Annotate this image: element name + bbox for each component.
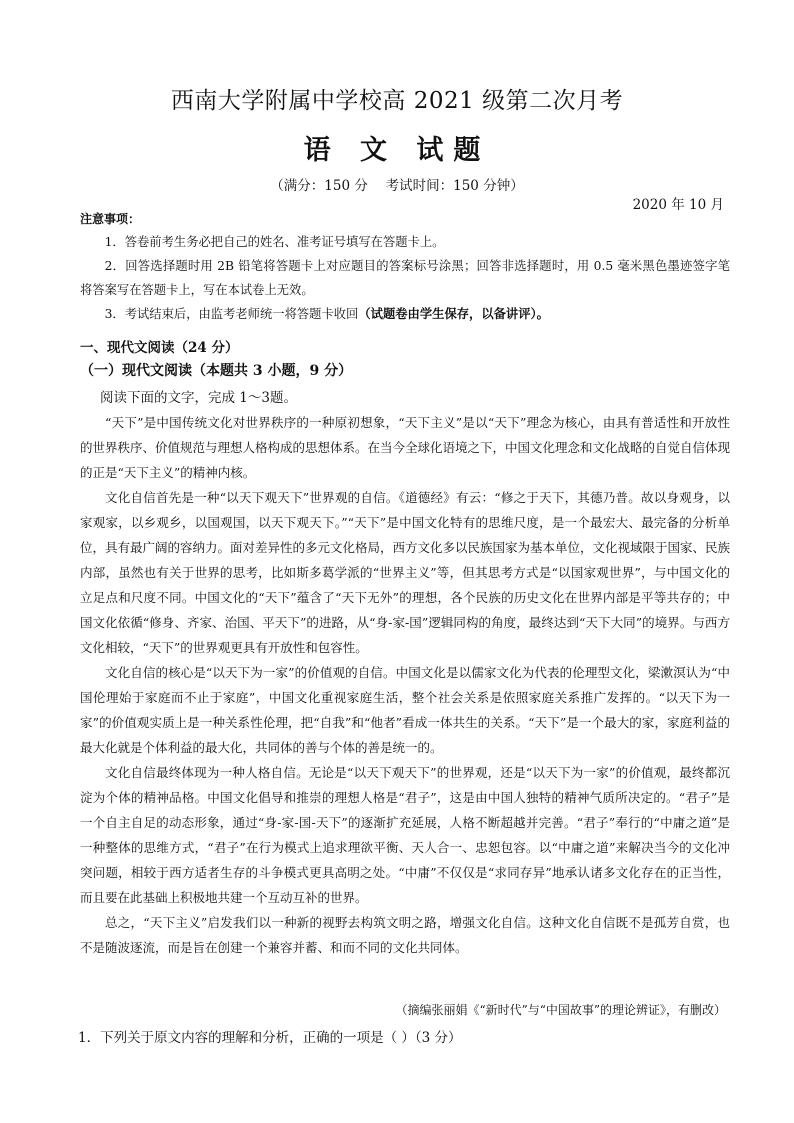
notice-list xyxy=(80,230,730,326)
passage-source: （摘编张丽娟《“新时代”与“中国故事”的理论辨证》，有删改） xyxy=(395,1003,726,1017)
exam-title: 西南大学附属中学校高 2021 级第二次月考 xyxy=(170,88,624,114)
notice-item-1: 1．答卷前考生务必把自己的姓名、准考证号填写在答题卡上。 xyxy=(104,235,445,249)
notice-item-2: 2．回答选择题时用 2B 铅笔将答题卡上对应题目的答案标号涂黑；回答非选择题时，用 0.5 毫米黑色墨迹签字笔将答案写在答题卡上，写在本试卷上无效。 xyxy=(80,259,730,297)
passage-paragraph-4: 文化自信最终体现为一种人格自信。无论是“以天下观天下”的世界观，还是“以天下为一家”的价值观，最终都沉淀为个体的精神品格。中国文化倡导和推崇的理想人格是“君子”，这是由中国人独特的精神气质所决定的。“君子”是一个自主自足的动态形象，通过“身-家-国-天下”的逐渐扩充延展，人格不断超越并完善。“君子”奉行的“中庸之道”是一种整体的思维方式，“君子”在行为模式上追求理欲平衡、天人合一、忠恕包容。以“中庸之道”来解决当今的文化冲突问题，相较于西方适者生存的斗争模式更具高明之处。“中庸”不仅仅是“求同存异”地承认诸多文化存在的正当性，而且要在此基础上积极地共建一个互动互补的世界。 xyxy=(80,765,730,905)
exam-date: 2020 年 10 月 xyxy=(632,197,724,213)
passage-paragraph-3: 文化自信的核心是“以天下为一家”的价值观的自信。中国文化是以儒家文化为代表的伦理型文化，梁漱溟认为“中国伦理始于家庭而不止于家庭”，中国文化重视家庭生活，整个社会关系是依照家庭关系推广发挥的。“以天下为一家”的价值观实质上是一种关系性伦理，把“自我”和“他者”看成一体共生的关系。“天下”是一个最大的家，家庭利益的最大化就是个体利益的最大化，共同体的善与个体的善是统一的。 xyxy=(80,665,730,755)
notice-heading: 注意事项： xyxy=(80,212,141,226)
passage-paragraph-1: “天下”是中国传统文化对世界秩序的一种原初想象，“天下主义”是以“天下”理念为核心，由具有普适性和开放性的世界秩序、价值规范与理想人格构成的思想体系。在当今全球化语境之下，中国文化理念和文化战略的自觉自信体现的正是“天下主义”的精神内核。 xyxy=(80,415,731,480)
reading-passage xyxy=(80,410,730,960)
exam-meta: （满分：150 分 考试时间：150 分钟） xyxy=(270,178,524,194)
exam-subtitle: 语 文 试题 xyxy=(303,135,491,166)
passage-paragraph-2: 文化自信首先是一种“以天下观天下”世界观的自信。《道德经》有云：“修之于天下，其德乃普。故以身观身，以家观家，以乡观乡，以国观国，以天下观天下。”“天下”是中国文化特有的思维尺度，是一个最宏大、最完备的分析单位，具有最广阔的容纳力。面对差异性的多元文化格局，西方文化多以民族国家为基本单位，文化视域限于国家、民族内部，虽然也有关于世界的思考，比如斯多葛学派的“世界主义”等，但其思考方式是“以国家观世界”，与中国文化的立足点和尺度不同。中国文化的“天下”蕴含了“天下无外”的理想，各个民族的历史文化在世界内部是平等共存的；中国文化依循“修身、齐家、治国、平天下”的进路，从“身-家-国”逻辑同构的角度，最终达到“天下大同”的境界。与西方文化相较，“天下”的世界观更具有开放性和包容性。 xyxy=(80,490,731,655)
notice-item-3-bold: （试题卷由学生保存，以备讲评）。 xyxy=(358,306,549,321)
passage-paragraph-5: 总之，“天下主义”启发我们以一种新的视野去构筑文明之路，增强文化自信。这种文化自信既不是孤芳自赏，也不是随波逐流，而是旨在创建一个兼容并蓄、和而不同的文化共同体。 xyxy=(80,915,730,955)
notice-item-3-text: 3．考试结束后，由监考老师统一将答题卡收回 xyxy=(104,307,359,321)
notice-item-3 xyxy=(80,302,730,326)
section-lead: 阅读下面的文字，完成 1～3题。 xyxy=(100,390,297,406)
section-subtitle: （一）现代文阅读（本题共 3 小题，9 分） xyxy=(80,363,353,379)
question-1: 1．下列关于原文内容的理解和分析，正确的一项是（ ）（3 分） xyxy=(78,1030,462,1046)
section-title: 一、现代文阅读（24 分） xyxy=(80,340,239,356)
